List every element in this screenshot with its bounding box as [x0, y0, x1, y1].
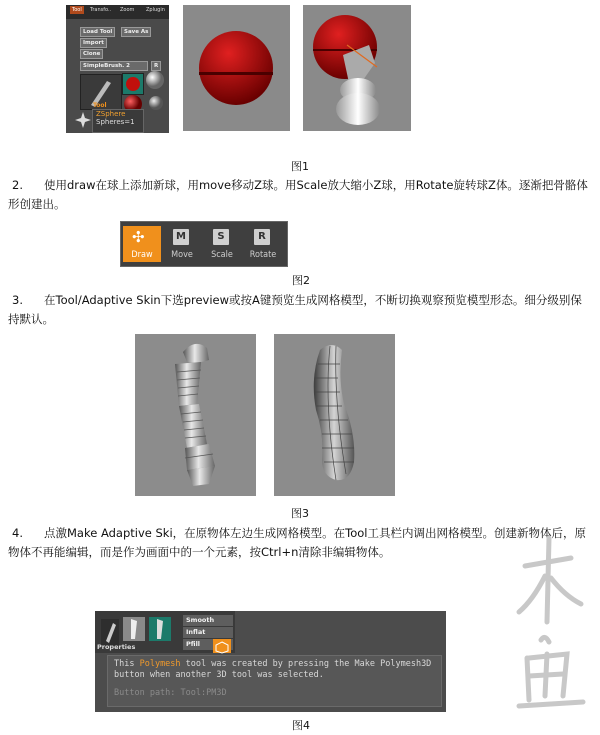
zsphere-thumbnail[interactable]: [122, 73, 144, 95]
scale-button[interactable]: [203, 226, 241, 262]
star-tool-icon: [74, 111, 92, 129]
zsphere-icon: [123, 74, 143, 94]
step2-paragraph: [8, 176, 593, 214]
figure1-caption: 图1: [291, 160, 309, 173]
save-as-button[interactable]: Save As: [121, 27, 151, 37]
brush-icon: [101, 619, 119, 645]
move-button[interactable]: [163, 226, 201, 262]
transform-toolbar: [120, 221, 288, 267]
zbrush-tool-panel: [66, 5, 169, 133]
step4-number: 4.: [12, 526, 23, 540]
figure4-caption: 图4: [292, 719, 310, 732]
polymesh-tool-panel: [95, 611, 446, 712]
brush-slot[interactable]: [101, 619, 119, 645]
step4-text: 点激Make Adaptive Ski，在原物体左边生成网格模型。在Tool工具栏内调出网格模型。创建新物体后，原物体不再能编辑，而是作为画面中的一个元素，按Ctrl+n清除非编辑物体。: [8, 526, 586, 559]
tooltip-prefix: This: [114, 659, 140, 669]
draw-label: Draw: [131, 250, 153, 260]
tooltip-title: ZSphere: [96, 110, 126, 118]
viewport-preview-mesh: [274, 334, 395, 496]
load-tool-button[interactable]: Load Tool: [80, 27, 115, 37]
calligraphy-watermark: [505, 530, 595, 720]
viewport-zsphere-chain: [303, 5, 411, 131]
tab-zoom[interactable]: Zoom: [120, 7, 135, 13]
draw-button[interactable]: [123, 226, 161, 262]
polymesh-slot[interactable]: [149, 617, 171, 641]
tooltip-body: tool was created by pressing the Make Polymesh3D button when another 3D tool was selected.: [114, 659, 432, 680]
step3-text: 在Tool/Adaptive Skin下选preview或按A键预览生成网格模型，不断切换观察预览模型形态。细分级别保持默认。: [8, 293, 582, 326]
smooth-button[interactable]: Smooth: [183, 615, 233, 626]
figure3-caption: 图3: [291, 507, 309, 520]
move-icon: M: [173, 229, 189, 245]
model-icon: [123, 617, 145, 641]
brush-field[interactable]: SimpleBrush. 2: [80, 61, 148, 71]
clone-button[interactable]: Clone: [80, 49, 103, 59]
scale-label: Scale: [211, 250, 233, 260]
figure2-caption: 图2: [292, 274, 310, 287]
zsphere-chain-render: [303, 5, 411, 131]
viewport-preview-segments: [135, 334, 256, 496]
tooltip-button-path: Button path: Tool:PM3D: [114, 688, 227, 698]
step2-text: 使用draw在球上添加新球，用move移动Z球。用Scale放大缩小Z球，用Rotate旋转球Z体。逐渐把骨骼体形创建出。: [8, 178, 588, 211]
polymesh-icon: [149, 617, 171, 641]
grey-sphere-icon[interactable]: [146, 93, 166, 113]
step3-paragraph: [8, 291, 593, 329]
zsphere-tooltip: [92, 109, 144, 133]
tab-tool[interactable]: Tool: [72, 7, 82, 13]
move-label: Move: [171, 250, 193, 260]
rotate-icon: R: [254, 229, 270, 245]
step3-number: 3.: [12, 293, 23, 307]
tooltip-subtitle: Spheres=1: [96, 118, 135, 126]
inflat-button[interactable]: Inflat: [183, 627, 233, 638]
polymesh-cube-icon[interactable]: [213, 639, 231, 653]
draw-icon: ✣: [132, 228, 145, 246]
brush-key: R: [151, 61, 161, 71]
tab-zplugin[interactable]: Zplugin: [146, 7, 165, 13]
pfill-button[interactable]: Pfill: [183, 639, 233, 650]
rotate-button[interactable]: [244, 226, 282, 262]
viewport-zsphere: [183, 5, 290, 131]
polymesh-tooltip: [107, 655, 442, 707]
tool-menu-label[interactable]: Tool: [93, 102, 107, 109]
properties-label: Properties: [97, 643, 136, 651]
tab-transform[interactable]: Transfo..: [90, 7, 112, 13]
preview-mesh-render: [274, 334, 395, 496]
zsphere-render: [183, 5, 290, 131]
panel-tab-bar: [66, 5, 169, 19]
preview-segment-render: [135, 334, 256, 496]
tooltip-highlight: Polymesh: [139, 659, 181, 669]
import-button[interactable]: Import: [80, 38, 107, 48]
scale-icon: S: [213, 229, 229, 245]
sphere-tool-icon[interactable]: [144, 69, 166, 91]
step2-number: 2.: [12, 178, 23, 192]
segment-model-slot[interactable]: [123, 617, 145, 641]
rotate-label: Rotate: [249, 250, 277, 260]
